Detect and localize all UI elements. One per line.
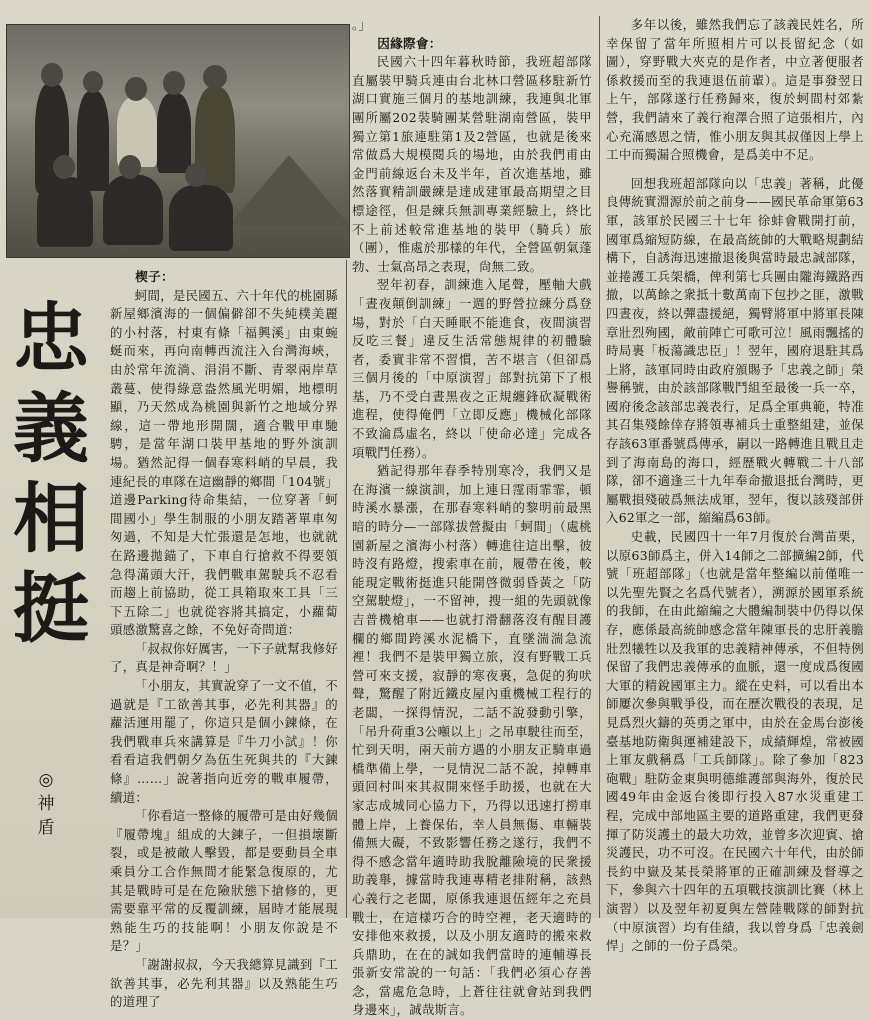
paragraph: 史載，民國四十一年7月復於台灣苗栗，以原63師爲主，併入14師之二部擴編2師，代號「班超部隊」（也就是當年整編以前僅唯一以先聖先賢之名爲代號者），溯源於國軍系統的我師，在由此縮編之大體編制裝中仍得以保存，應係最高統帥感念當年陳軍長的忠肝義膽壯烈犧牲以及我軍的忠義精神傳承，不但特例保留了我們忠義傳承的血脈，還一度成爲復國大軍的精銳國軍主力。縱在史料，可以看出本師屢次參與戰爭役，而在歷次戰役的表現，足見爲烈火鑄的英勇之軍中，由於在金馬台澎後臺基地防衛與運補建設下，成績輝煌，常被國上軍友戲稱爲「工兵師隊」。除了參加「823砲戰」駐防金東與明德維護部與海外，復於民國49年由金返台後即行投入87水災重建工程，完成中部地區主要的道路重建，我們更發揮了防災護土的最大功效，並曾多次迎賓、搶災護民，功不可沒。在民國六十年代，由於師長約中嶽及某長榮將軍的正確訓練及督導之下，參與六十四年的五項戰技演訓比賽（林上演習）以及翌年初夏與左營陸戰隊的師對抗（中原演習）均有佳績，我以曾身爲「忠義劍悍」之師的一份子爲榮。 <box>606 529 864 954</box>
article-headline: 忠 義 相 挺 <box>13 294 89 653</box>
tent-shape <box>229 155 349 225</box>
paragraph: 多年以後，雖然我們忘了該義民姓名，所幸保留了當年所照相片可以長留紀念（如圖），穿野戰大夾克的是作者，中立著便服者係救援而至的我連退伍前輩）。這是事發翌日上午，部隊遂行任務歸來，復於蚵間村郊紮營，我們請來了義行袍澤合照了這張相片，內心充滿感恩之情，惟小朋友與其叔僅因上學上工中而獨漏合照機會，是爲美中不足。 <box>606 17 864 163</box>
column-1 <box>110 268 338 1012</box>
paragraph: 「謝謝叔叔，今天我總算見識到『工欲善其事，必先利其器』以及熟能生巧的道理了 <box>110 956 338 1010</box>
paragraph: 翌年初春，訓練進入尾聲，壓軸大戲「晝夜顛倒訓練」一週的野營拉練分爲登場，對於「白天睡眠不能進食，夜間演習反吃三餐」違反生活常態規律的初體驗者，委實非常不習慣，苦不堪言（但卻爲三個月後的「中原演習」部對抗第下了根基，乃不受白晝黑夜之正規纏鋒砍凝戰術進程，使得俺們「立即反應」機械化部隊不致淪爲虛名，終以「使命必達」完成各項戰鬥任務）。 <box>352 277 592 460</box>
paragraph: 猶記得那年春季特別寒冷，我們又是在海濱一線演訓，加上連日霪雨霏霏，頓時溪水暴漲，在那春寒料峭的黎明前最黑暗的時分—一部隊拔營擬由「蚵間」（處桃園新屋之濱海小村落）轉進往這出擊，彼時沒有路燈，搜索車在前，履帶在後，較能現定戰術挺進只能開啓微弱昏黃之「防空駕駛燈」，一不留神，搜一組的先頭就像吉普機槍車——也就打滑翻落沒有醒目護欄的鄉間跨溪水泥橋下，直墜湍湍急流裡！我們不是裝甲獨立旅，沒有野戰工兵營可來支援，寂靜的寒夜裏，急促的狗吠聲，驚醒了附近鐵皮屋內重機械工程行的老闆，一探得情況，二話不說發動引擎，「吊升荷重3公噸以上」之吊車駛往而至，忙到天明，兩天前方遇的小朋友正騎車過橋準備上學，一見情況二話不說，掉轉車頭回村叫來其叔開來怪手助援，也就在大家志成城同心協力下，乃得以迅速打撈車體上岸，上養保佑，幸人員無傷、車輛裝備無大礙，不致影響任務之遂行，我們不得不感念當年適時助我脫離險境的民衆援助義舉，據當時我連專精老排附稱，該熱心義行之老闆，原係我連退伍經年之充員戰士，在這樣巧合的時空裡，老天適時的安排他來救援，以及小朋友適時的搬來救兵鼎助，在在的誠如我們當時的連輔導長張新安常說的一句話：「我們必須心存善念，當處危急時，上蒼往往就會站到我們身邊來」，誠哉斯言。 <box>352 463 592 1018</box>
paragraph: 回想我班超部隊向以「忠義」著稱，此優良傳統實淵源於前之前身——國民革命軍第63軍，該軍於民國三十七年 徐蚌會戰開打前，國軍爲縮短防線，在最高統帥的大戰略規劃結構下，自誘海迅速撤退後與當時最忠誠部隊，並捲護工兵架橋，俾利第七兵團由隴海鐵路西撤，以萬餘之衆抵十數萬南下包抄之匪，激戰四晝夜，終以彈盡援絕，獨臂將軍中將軍長陳章壯烈殉國，敵前陣亡可歌可泣！風雨飄搖的時局裏「板蕩識忠臣」！翌年，國府退駐其爲上將，該軍同時由政府頒賜予「忠義之師」榮譽稱號，由於該部隊戰鬥組至最後一兵一卒，國府後念該部忠義表行，足爲全軍典範，特准其召集殘餘倖存將領專補兵士重整組建，並保存該63軍番號爲傳承，嗣以一路轉進且戰且走到了海南島的海口，經歷戰火轉戰二十八部隊，卻不適逢三十九年奉命撤退抵台灣時，更屬戰損殘破爲無法成軍，翌年，復以該殘部併入62軍之一部，縮編爲63師。 <box>606 175 864 526</box>
author-byline: ◎ 神 盾 <box>37 770 55 838</box>
continued-quote: 。」 <box>352 17 372 32</box>
column-2 <box>352 16 592 1020</box>
paragraph: 「小朋友，其實說穿了一文不值，不過就是『工欲善其事，必先利其器』的蘿活運用罷了，你這只是個小鍊條，在我們戰車兵來講算是『牛刀小試』！你看看這我們朝夕為伍生死與共的『大鍊條』……」說著指向近旁的戰車履帶，續道： <box>110 678 338 805</box>
column-3 <box>606 16 864 956</box>
group-photo <box>6 24 350 258</box>
wedge-heading: 楔子： <box>135 269 174 284</box>
cause-heading: 因緣際會： <box>377 35 442 51</box>
paragraph: 蚵間，是民國五、六十年代的桃園縣新屋鄉濱海的一個偏僻卻不失純樸美麗的小村落，村東有條「福興溪」由東蜿蜒而來，再向南轉西流注入台灣海峽，由於常年流淌、涓涓不斷、青翠兩岸草叢蔓、使得綠意盎然風光明媚，地標明顯，乃天然成為桃園與新竹之地域分界線，這一帶地形開闊，適合戰甲車馳騁，是當年湖口裝甲基地的野外演訓場。猶然記得一個春寒料峭的早晨，我連紀長的車隊在這幽靜的鄉間「104號」道邊Parking待命集結，一位穿著「蚵間國小」學生制服的小朋友踏著單車匆匆過，不知是大忙張還是怎地，也就就在路邊拋錨了，下車自行搶救不得要領急得滿頭大汗，我們戰車駕駛兵不忍看而趨上前協助，從工具箱取來工具「三下五除二」也就從容將其搞定，小蘿蔔頭感激驚喜之餘，不免好奇問道： <box>110 287 338 638</box>
paragraph: 民國六十四年暮秋時節，我班超部隊直屬裝甲騎兵連由台北林口營區移駐新竹湖口實施三個月的基地訓練，我連與北軍團所屬202裝騎團某營駐湖南營區，裝甲獨立第1旅連駐第1及2營區，也就是後來常做爲大規模閱兵的場地，由於我們甫由金門前線返台未及半年，首次進基地，雖然落實精訓嚴練是達成建軍最高期望之目標途徑，但是練兵無訓專業經驗上，終比不上前述較常進基地的裝甲（騎兵）旅（團），惟處於那樣的年代，全營區朝氣蓬勃、士氣高昂之表現，尙無二致。 <box>352 54 592 274</box>
paragraph: 「你看這一整條的履帶可是由好幾個『履帶塊』組成的大鍊子，一但損壞斷裂，或是被敵人擊毀，都是要動員全車乘員分工合作無間才能緊急復原的，尤其是戰時可是在危險狀態下搶修的，更需要靠平常的反覆訓練，屆時才能展現熟能生巧的技能啊！小朋友你說是不是？」 <box>110 808 338 954</box>
paragraph: 「叔叔你好厲害，一下子就幫我修好了，真是神奇啊？！」 <box>110 640 338 675</box>
